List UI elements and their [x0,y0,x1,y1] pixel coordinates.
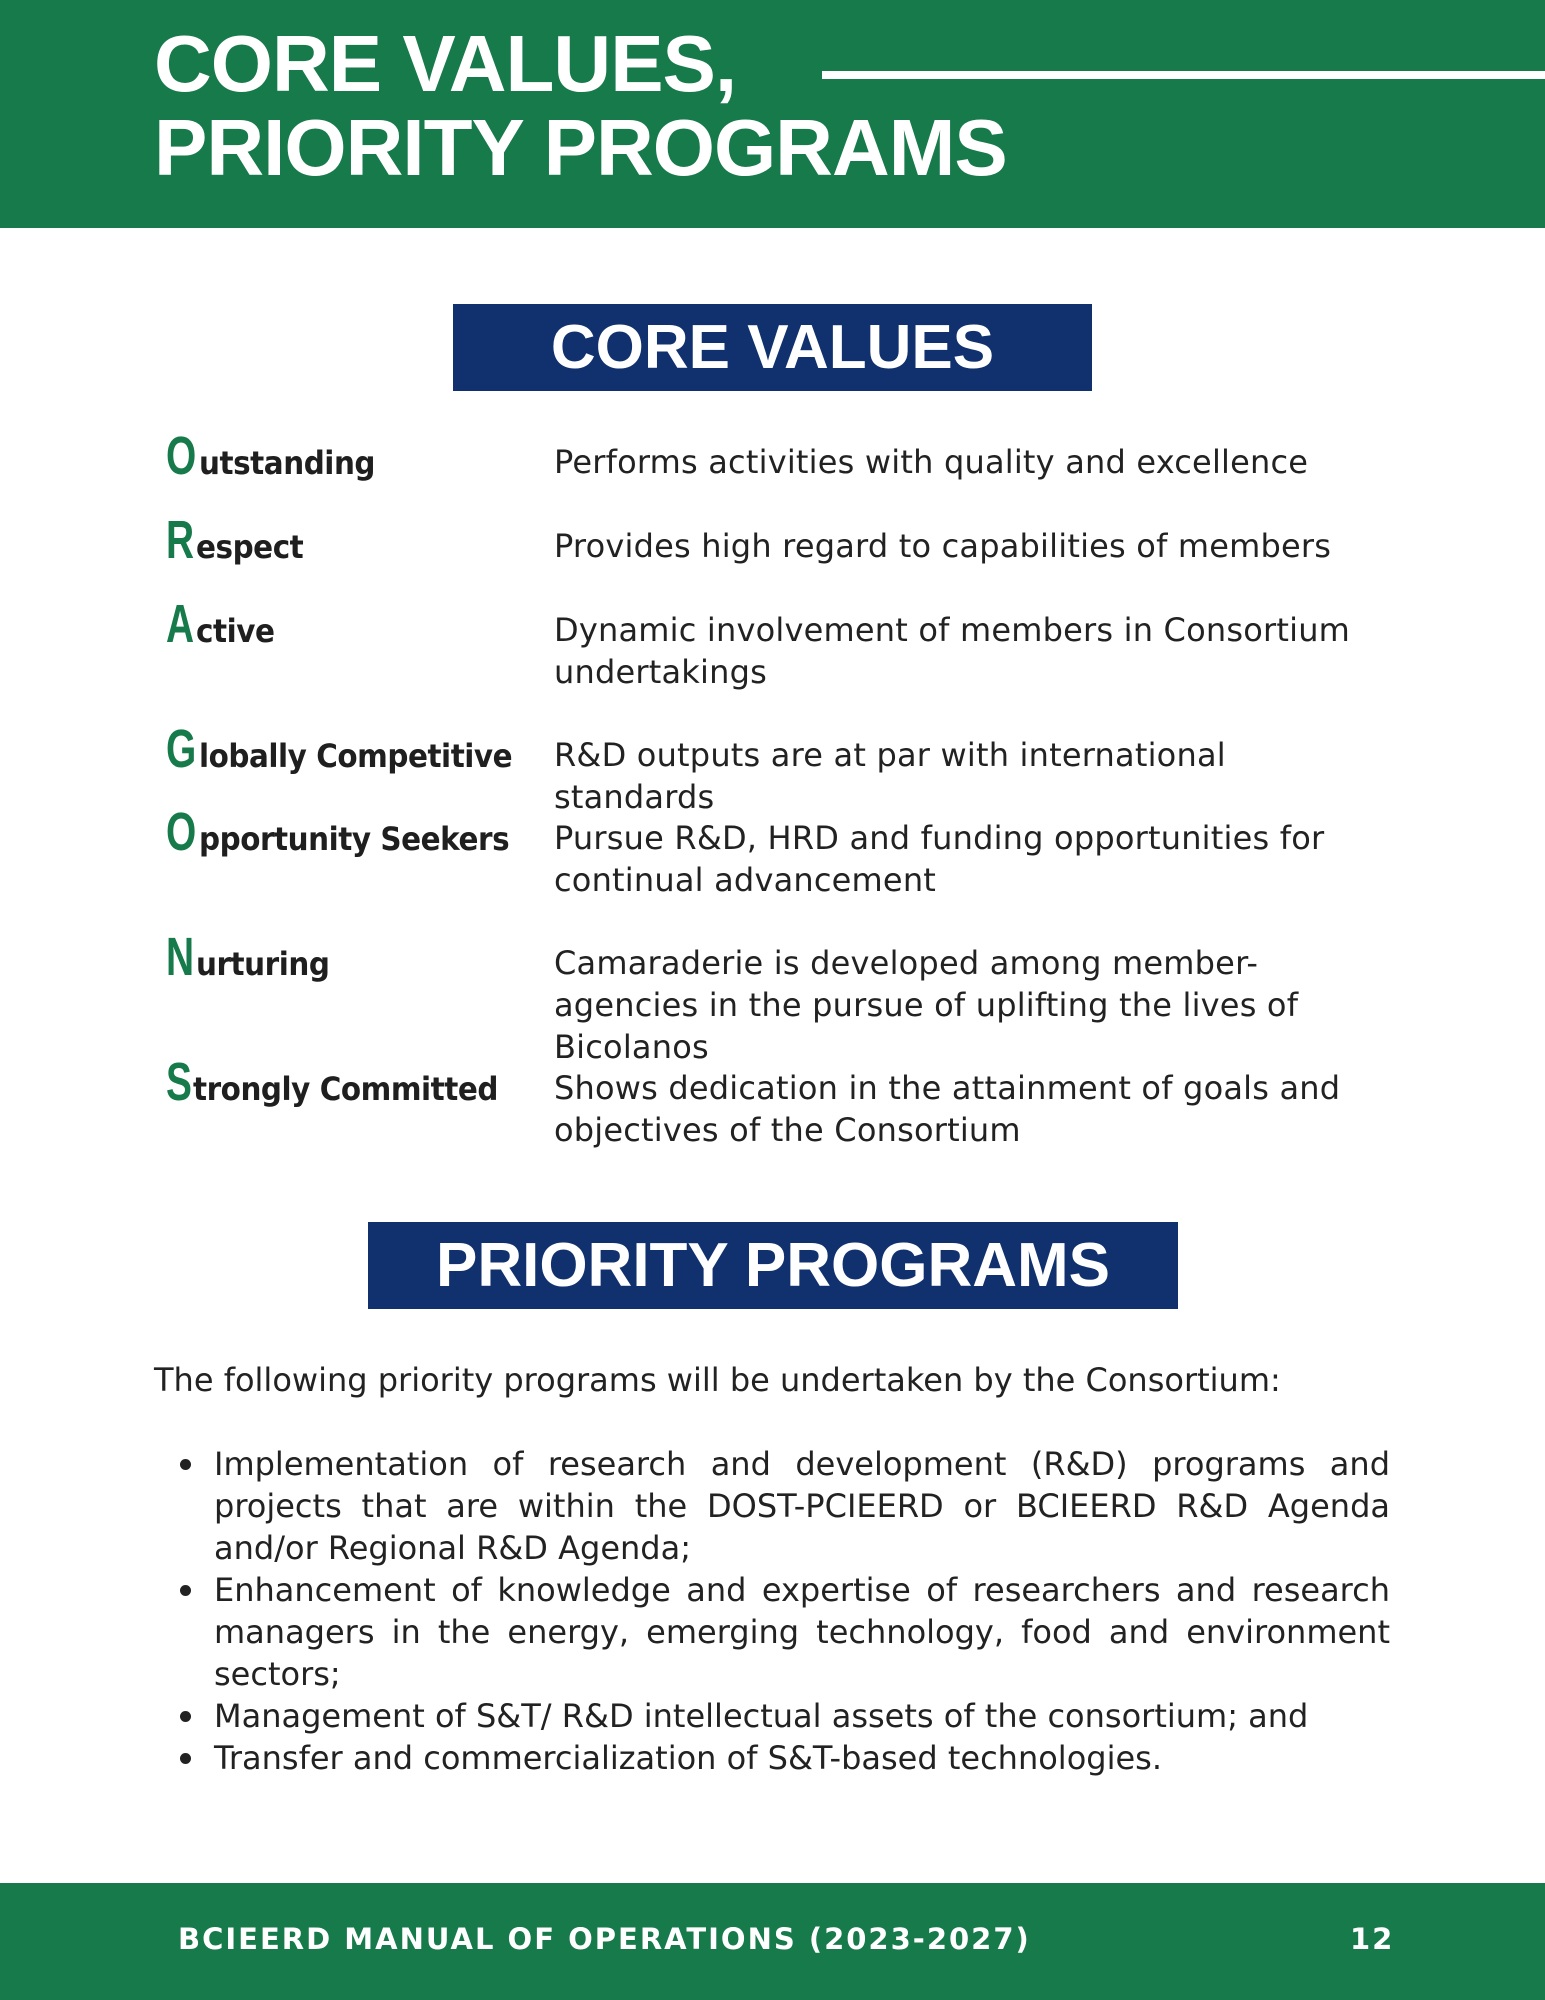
bullet-icon [180,1585,191,1596]
list-item [154,1443,1390,1569]
core-value-description: Provides high regard to capabilities of members [554,527,1332,565]
core-value-name [166,802,536,862]
list-item-text: Implementation of research and development (R&D) programs and projects that are within the DOST-PCIEERD or BCIEERD R&D Agenda and/or Regional R&D Agenda; [214,1445,1390,1567]
core-value-initial: R [166,510,194,570]
core-value-name-rest: utstanding [198,444,375,482]
header-rule [822,71,1545,79]
bullet-icon [180,1711,191,1722]
bullet-icon [180,1459,191,1470]
core-value-name-rest: pportunity Seekers [198,820,509,858]
priority-programs-intro: The following priority programs will be undertaken by the Consortium: [154,1361,1281,1399]
list-item-text: Transfer and commercialization of S&T-based technologies. [214,1739,1162,1777]
page-title [154,19,1007,192]
core-value-name [166,927,341,987]
core-value-initial: N [166,927,194,987]
list-item [154,1695,1390,1737]
core-value-name-rest: lobally Competitive [198,737,512,775]
core-value-description: Pursue R&D, HRD and funding opportunities for continual advancement [554,819,1325,899]
page-title-line-2: PRIORITY PROGRAMS [154,103,1007,192]
core-value-name [166,1052,524,1112]
core-value-description: R&D outputs are at par with international standards [554,736,1226,816]
core-value-initial: O [166,426,196,486]
core-value-name-rest: trongly Committed [192,1070,498,1108]
core-value-name-rest: urturing [195,945,329,983]
core-value-description: Performs activities with quality and excellence [554,443,1309,481]
core-value-initial: S [166,1052,192,1112]
priority-programs-list [154,1443,1390,1779]
core-value-name [166,594,281,654]
core-value-name [166,719,539,779]
bullet-icon [180,1753,191,1764]
page-number: 12 [1350,1922,1395,1956]
list-item-text: Management of S&T/ R&D intellectual assets of the consortium; and [214,1697,1309,1735]
list-item-text: Enhancement of knowledge and expertise of researchers and research managers in the energy, emerging technology, food and environment sectors; [214,1571,1390,1693]
core-value-initial: O [166,802,196,862]
core-values-heading: CORE VALUES [453,304,1092,391]
list-item [154,1737,1390,1779]
core-value-name [166,510,312,570]
core-value-name-rest: espect [195,528,303,566]
core-value-name-rest: ctive [195,612,274,650]
priority-programs-heading: PRIORITY PROGRAMS [368,1222,1178,1309]
core-value-name [166,426,390,486]
core-value-initial: G [166,719,196,779]
core-value-description: Shows dedication in the attainment of goals and objectives of the Consortium [554,1069,1341,1149]
core-value-description: Dynamic involvement of members in Consortium undertakings [554,611,1351,691]
core-value-initial: A [166,594,194,654]
core-value-description: Camaraderie is developed among member-agencies in the pursue of uplifting the lives of Bicolanos [554,944,1299,1066]
footer-title: BCIEERD MANUAL OF OPERATIONS (2023-2027) [178,1922,1031,1956]
list-item [154,1569,1390,1695]
page-title-line-1: CORE VALUES, [154,19,737,108]
